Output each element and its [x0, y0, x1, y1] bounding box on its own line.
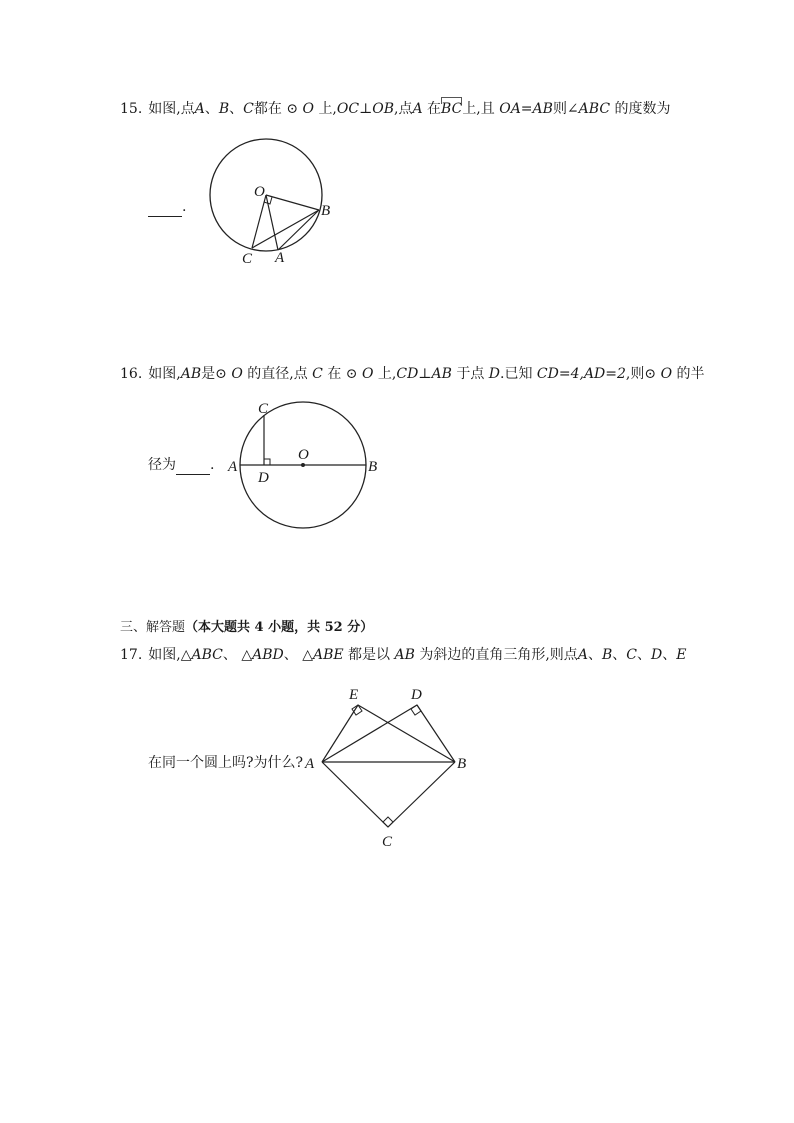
segment-ac [322, 762, 388, 827]
q17-figure [300, 680, 480, 852]
right-angle-mark-d [411, 705, 421, 715]
segment-db [417, 705, 455, 762]
question-number: 17. [120, 647, 143, 663]
segment-oc [252, 195, 266, 248]
arc-bc: BC [441, 100, 462, 118]
q16-figure [222, 395, 392, 535]
q16-text: 16. 如图,AB是⊙ O 的直径,点 C 在 ⊙ O 上,CD⊥AB 于点 D.已知 CD=4,AD=2,则⊙ O 的半 [120, 366, 705, 382]
right-angle-mark [264, 459, 270, 465]
label-a: A [228, 459, 238, 475]
segment-ob [266, 195, 319, 210]
label-c: C [242, 251, 253, 267]
segment-eb [358, 705, 455, 762]
label-d: D [258, 470, 269, 486]
question-number: 15. [120, 101, 143, 117]
segment-ad [322, 705, 417, 762]
q15-text: 15. 如图,点A、B、C都在 ⊙ O 上,OC⊥OB,点A 在 BC上,且 OA=AB则∠ABC 的度数为 [120, 100, 671, 118]
q15-answer-line: . [148, 198, 186, 217]
center-point-o [301, 463, 305, 467]
right-angle-mark-c [383, 817, 393, 827]
section-heading: 三、解答题（本大题共 4 小题，共 52 分） [120, 620, 374, 635]
q17-text: 17. 如图,△ABC、 △ABD、 △ABE 都是以 AB 为斜边的直角三角形,则点A、B、C、D、E [120, 647, 687, 663]
segment-cb [388, 762, 455, 827]
q16-answer-line: 径为 . [148, 457, 215, 473]
label-a: A [305, 756, 315, 772]
label-c: C [382, 834, 393, 850]
label-d: D [411, 687, 422, 703]
label-b: B [321, 203, 331, 219]
question-number: 16. [120, 366, 143, 382]
label-e: E [349, 687, 359, 703]
segment-ae [322, 705, 358, 762]
label-c: C [258, 401, 269, 417]
answer-blank[interactable] [148, 198, 182, 217]
label-b: B [368, 459, 378, 475]
label-o: O [298, 447, 309, 463]
q17-line2: 在同一个圆上吗?为什么? [148, 755, 304, 771]
q15-figure [200, 138, 340, 270]
label-o: O [254, 184, 265, 200]
label-a: A [275, 250, 285, 266]
label-b: B [457, 756, 467, 772]
answer-blank[interactable] [176, 456, 210, 475]
